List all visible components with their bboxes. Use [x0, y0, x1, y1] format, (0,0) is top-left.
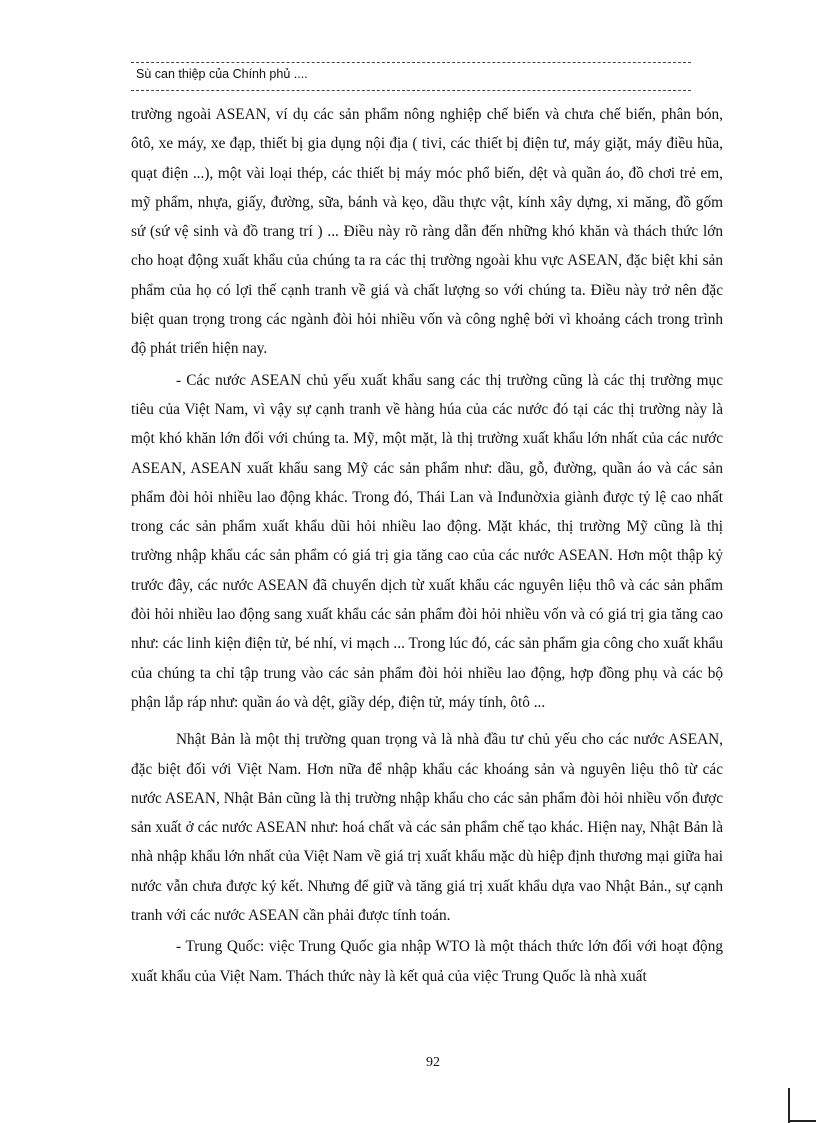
- running-header: Sù can thiệp của Chính phủ ....: [136, 67, 308, 81]
- corner-mark-bottom-right-vertical: [788, 1088, 790, 1123]
- paragraph-japan: Nhật Bản là một thị trường quan trọng và là nhà đầu tư chủ yếu cho các nước ASEAN, đặc biệt đối với Việt Nam. Hơn nữa để nhập khẩu các khoáng sản và nguyên liệu thô từ các nước ASEAN, Nhật Bản cũng là thị trường nhập khẩu cho các sản phẩm đòi hỏi nhiều vốn được sản xuất ở các nước ASEAN như: hoá chất và các sản phẩm chế tạo khác. Hiện nay, Nhật Bản là nhà nhập khẩu lớn nhất của Việt Nam về giá trị xuất khẩu mặc dù hiệp định thương mại giữa hai nước vẫn chưa được ký kết. Nhưng để giữ và tăng giá trị xuất khẩu dựa vao Nhật Bản., sự cạnh tranh với các nước ASEAN cần phải được tính toán.: [131, 731, 723, 925]
- header-rule-top: [131, 62, 691, 63]
- paragraph-asean-markets: - Các nước ASEAN chủ yếu xuất khẩu sang các thị trường cũng là các thị trường mục tiêu của Việt Nam, vì vậy sự cạnh tranh về hàng húa của các nước đó tại các thị trường này là một khó khăn lớn đối với chúng ta. Mỹ, một mặt, là thị trường xuất khẩu lớn nhất của các nước ASEAN, ASEAN xuất khẩu sang Mỹ các sản phẩm như: dầu, gỗ, đường, quần áo và các sản phẩm đòi hỏi nhiều lao động khác. Trong đó, Thái Lan và Inđunờxia giành được tỷ lệ cao nhất trong các sản phẩm xuất khẩu dũi hỏi nhiều lao động. Mặt khác, thị trường Mỹ cũng là thị trường nhập khẩu các sản phẩm có giá trị gia tăng cao của các nước ASEAN. Hơn một thập kỷ trước đây, các nước ASEAN đã chuyển dịch từ xuất khẩu các nguyên liệu thô và các sản phẩm đòi hỏi nhiều lao động sang xuất khẩu các sản phẩm đòi hỏi nhiều vốn và có giá trị gia tăng cao như: các linh kiện điện tử, bé nhí, vi mạch ... Trong lúc đó, các sản phẩm gia công cho xuất khẩu của chúng ta chỉ tập trung vào các sản phẩm đòi hỏi nhiều lao động, hợp đồng phụ và các bộ phận lắp ráp như: quần áo và dệt, giầy dép, điện tử, máy tính, ôtô ...: [131, 371, 723, 711]
- paragraph-china: - Trung Quốc: việc Trung Quốc gia nhập WTO là một thách thức lớn đối với hoạt động xuất khẩu của Việt Nam. Thách thức này là kết quả của việc Trung Quốc là nhà xuất: [131, 938, 723, 985]
- paragraph-continuation: trường ngoài ASEAN, ví dụ các sản phẩm nông nghiệp chế biến và chưa chế biến, phân bón, ôtô, xe máy, xe đạp, thiết bị gia dụng nội địa ( tivi, các thiết bị điện tư, máy giặt, máy điều hũa, quạt điện ...), một vài loại thép, các thiết bị máy móc phổ biến, dệt và quần áo, đồ chơi trẻ em, mỹ phẩm, nhựa, giấy, đường, sữa, bánh và kẹo, dầu thực vật, kính xây dựng, xi măng, đồ gốm sứ (sứ vệ sinh và đồ trang trí ) ... Điều này rõ ràng dẫn đến những khó khăn và thách thức lớn cho hoạt động xuất khẩu của chúng ta ra các thị trường ngoài khu vực ASEAN, đặc biệt khi sản phẩm của họ có lợi thế cạnh tranh về giá và chất lượng so với chúng ta. Điều này trở nên đặc biệt quan trọng trong các ngành đòi hỏi nhiều vốn và công nghệ bởi vì khoảng cách trong trình độ phát triển hiện nay.: [131, 106, 723, 358]
- document-body: [131, 100, 723, 991]
- header-rule-bottom: [131, 90, 691, 91]
- corner-mark-bottom-right-horizontal: [790, 1120, 816, 1122]
- page-number: 92: [426, 1055, 440, 1070]
